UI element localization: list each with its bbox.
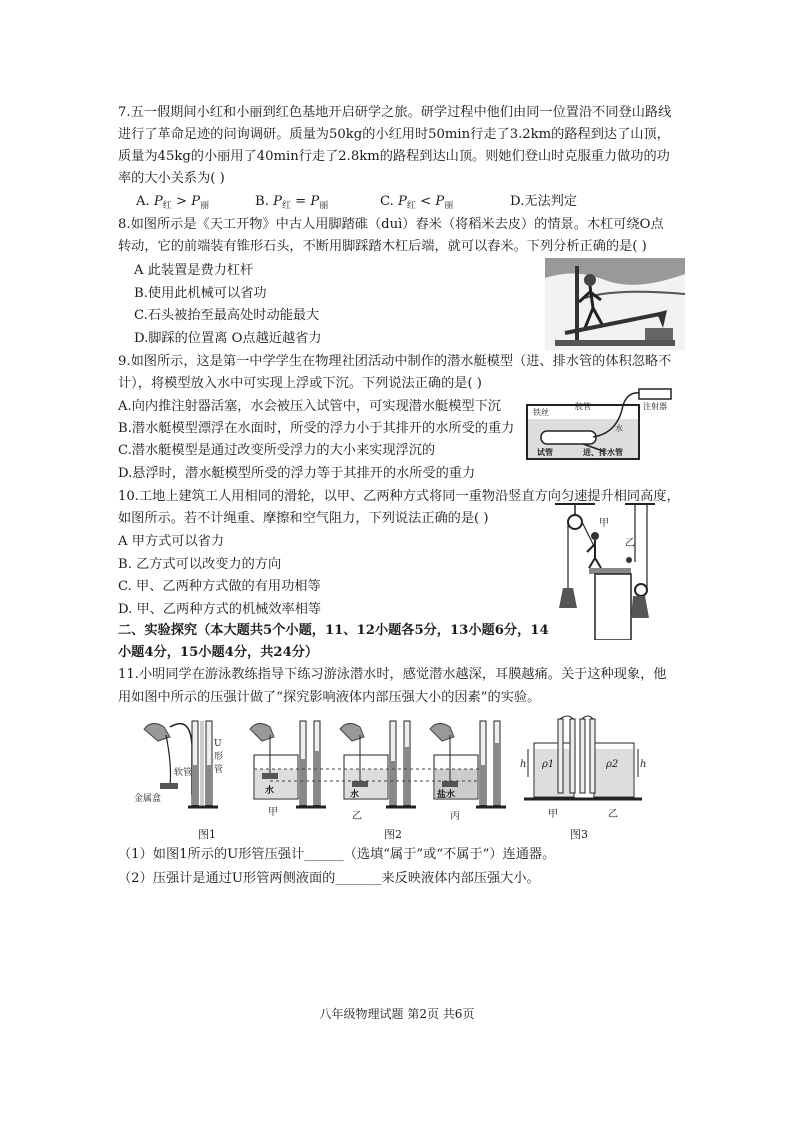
pressure-gauge-figure-1 [130,715,225,820]
q9-line-2: 计），将模型放入水中可实现上浮或下沉。下列说法正确的是( ) [118,376,482,391]
fig2-label-bing: 丙 [450,811,460,822]
submarine-model-illustration [523,385,675,461]
section-2-heading-line-1: 二、实验探究（本大题共5个小题，11、12小题各5分，13小题6分，14 [118,623,549,638]
q7-line-3: 质量为45kg的小丽用了40min行走了2.8km的路程到达山顶。则她们登山时克服重力做功的功 [118,149,670,164]
section-2-heading-line-2: 小题4分，15小题4分，共24分） [118,645,319,660]
pulley-illustration [555,500,660,640]
fig3-label-h-left: h [520,759,527,770]
fig9-label-wire: 铁丝 [533,408,549,417]
fig1-label-hose: 软管 [174,768,193,778]
q10-option-b: B. 乙方式可以改变力的方向 [118,557,282,572]
fig3-label-jia: 甲 [548,809,558,820]
fig2-label-jia: 甲 [268,807,278,818]
q9-option-a: A.向内推注射器活塞，水会被压入试管中，可实现潜水艇模型下沉 [118,399,501,414]
fig9-label-tube: 试管 [537,447,553,457]
fig3-label-rho2: ρ2 [606,759,619,770]
q8-option-a: A 此装置是费力杠杆 [134,263,254,278]
caption-figure-1: 图1 [198,828,216,841]
fig1-label-u-tube: U形管 [214,739,224,775]
q8-option-c: C.石头被抬至最高处时动能最大 [134,308,320,323]
caption-figure-2: 图2 [384,828,402,841]
foot-pestle-illustration [545,258,685,350]
q8-line-2: 转动，它的前端装有锥形石头，不断用脚踩踏木杠后端，就可以舂米。下列分析正确的是( ) [118,239,647,254]
fig1-label-metal-box: 金属盒 [134,794,162,804]
q7-line-2: 进行了革命足迹的问询调研。质量为50kg的小红用时50min行走了3.2km的路程到达了山顶， [118,127,670,142]
fig2-label-yi: 乙 [352,811,362,822]
fig3-label-h-right: h [640,759,647,770]
fig9-label-syringe: 注射器 [643,402,667,411]
q10-option-d: D. 甲、乙两种方式的机械效率相等 [118,602,322,617]
q10-line-2: 如图所示。若不计绳重、摩擦和空气阻力，下列说法正确的是( ) [118,511,489,526]
q9-line-1: 9.如图所示，这是第一中学学生在物理社团活动中制作的潜水艇模型（进、排水管的体积忽略不 [118,354,672,369]
fig10-label-yi: 乙 [625,538,635,549]
q7-option-d: D.无法判定 [510,194,578,209]
q7-option-c: C. $P_红 < P_丽$ [380,194,454,211]
q9-option-b: B.潜水艇模型漂浮在水面时，所受的浮力小于其排开的水所受的重力 [118,421,515,436]
q7-line-4: 率的大小关系为( ) [118,171,225,186]
page-footer: 八年级物理试题 第2页 共6页 [319,1007,475,1021]
q8-line-1: 8.如图所示是《天工开物》中古人用脚踏碓（duì）舂米（将稻米去皮）的情景。木杠可绕O点 [118,217,664,232]
q7-option-b: B. $P_红 = P_丽$ [255,194,329,211]
q11-line-1: 11.小明同学在游泳教练指导下练习游泳潜水时，感觉潜水越深，耳膜越痛。关于这种现象，他 [118,667,667,682]
q9-option-c: C.潜水艇模型是通过改变所受浮力的大小来实现浮沉的 [118,443,436,458]
fig2-label-salt-water: 盐水 [437,790,456,800]
q10-line-1: 10.工地上建筑工人用相同的滑轮，以甲、乙两种方式将同一重物沿竖直方向匀速提升相同高度， [118,489,680,504]
q7-option-a: A. $P_红 > P_丽$ [136,194,210,211]
fig9-label-pipe: 进、排水管 [583,447,623,457]
q7-line-1: 7.五一假期间小红和小丽到红色基地开启研学之旅。研学过程中他们由同一位置沿不同登山路线 [118,105,672,120]
pressure-gauge-figure-3 [518,715,648,820]
fig9-label-water: 水 [615,424,623,433]
q10-option-c: C. 甲、乙两种方式做的有用功相等 [118,579,321,594]
q11-sub-question-2: （2）压强计是通过U形管两侧液面的_______来反映液体内部压强大小。 [118,871,540,886]
pressure-gauge-figure-2 [240,715,510,820]
fig2-label-water-2: 水 [350,790,360,800]
caption-figure-3: 图3 [570,828,588,841]
q8-option-d: D.脚踩的位置离 O点越近越省力 [134,331,322,346]
q11-line-2: 用如图中所示的压强计做了“探究影响液体内部压强大小的因素”的实验。 [118,690,541,705]
fig9-label-hose: 胶管 [575,402,591,411]
fig3-label-rho1: ρ1 [542,759,555,770]
q8-option-b: B.使用此机械可以省功 [134,286,267,301]
q11-sub-question-1: （1）如图1所示的U形管压强计______（选填“属于”或“不属于”）连通器。 [118,847,556,862]
fig2-label-water-1: 水 [265,786,275,796]
fig3-label-yi: 乙 [608,809,618,820]
q10-option-a: A 甲方式可以省力 [118,534,225,549]
fig10-label-jia: 甲 [599,518,609,529]
q9-option-d: D.悬浮时，潜水艇模型所受的浮力等于其排开的水所受的重力 [118,466,476,481]
